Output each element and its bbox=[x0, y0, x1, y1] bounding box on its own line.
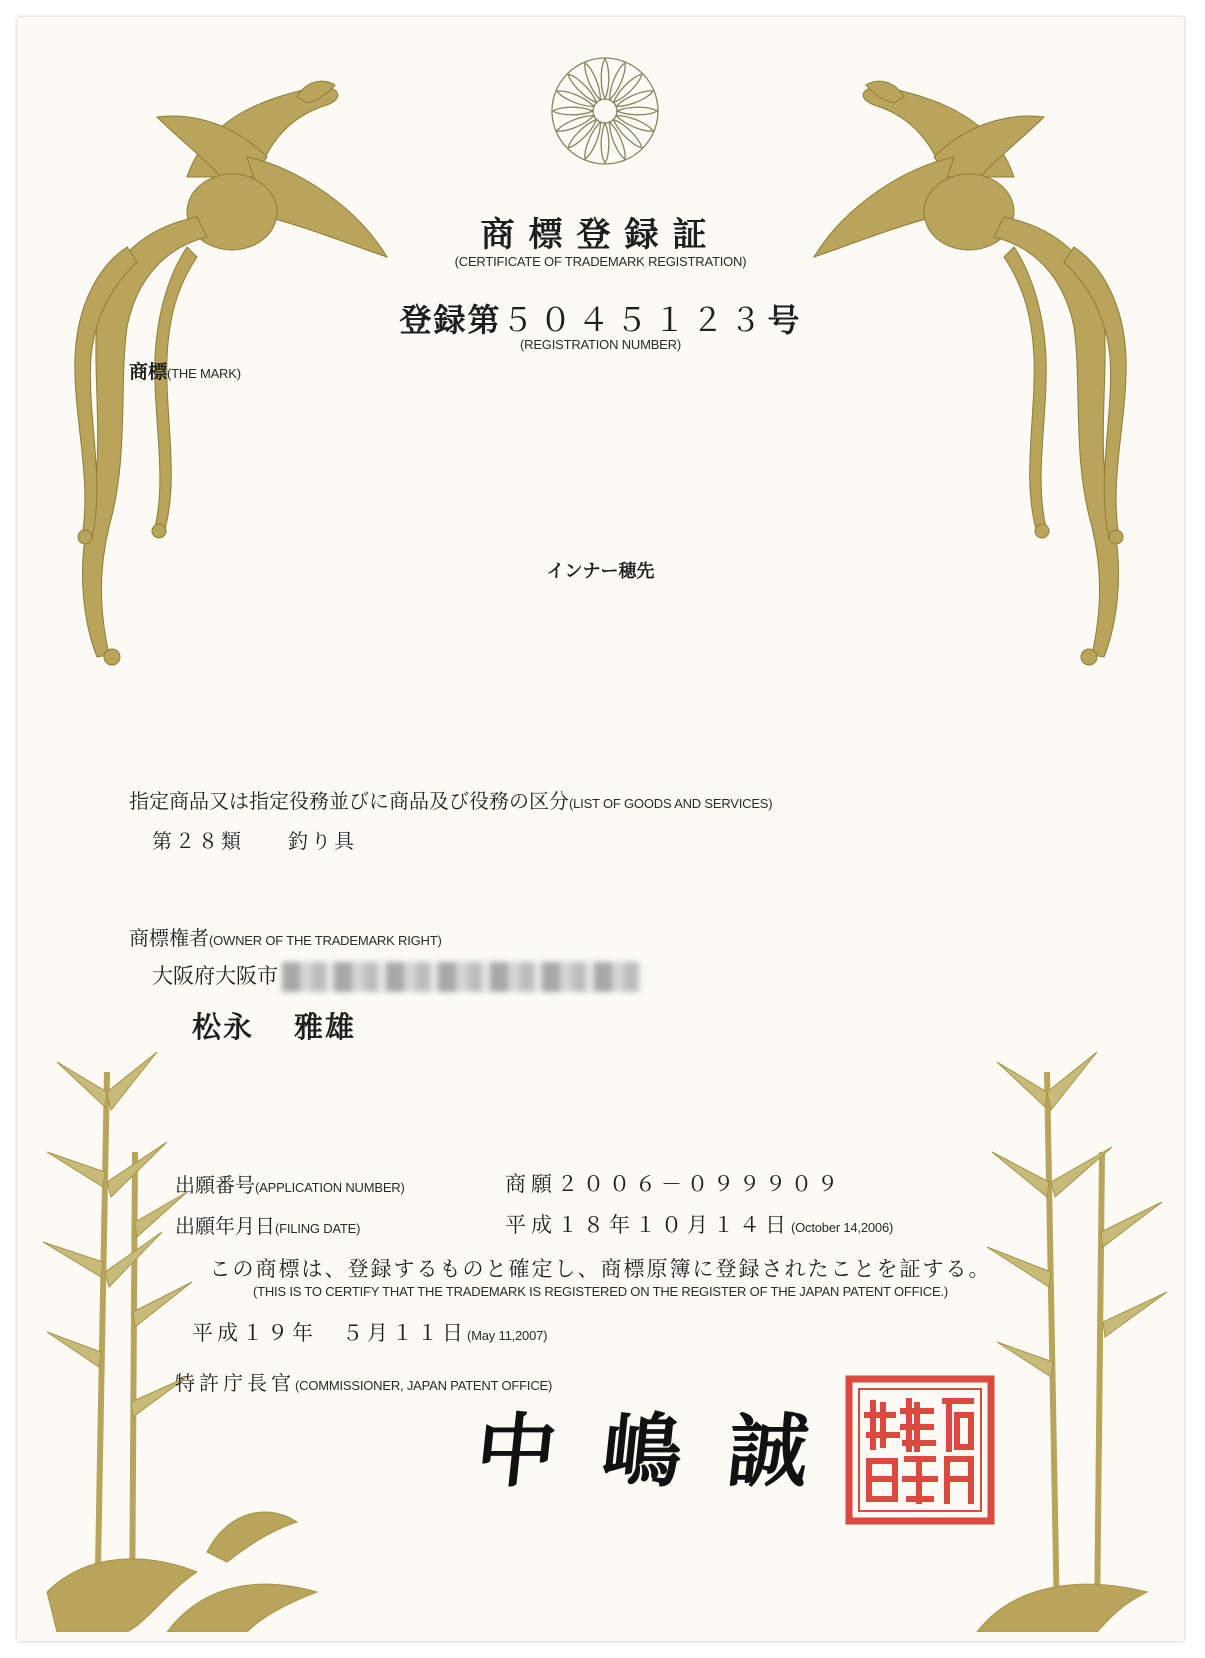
issue-date bbox=[192, 1317, 547, 1347]
application-label bbox=[175, 1169, 405, 1198]
application-label-jp: 出願番号 bbox=[175, 1173, 255, 1197]
commissioner-signature: 中嶋誠 bbox=[471, 1404, 860, 1498]
redacted-address bbox=[282, 962, 642, 992]
owner-address-text: 大阪府大阪市 bbox=[152, 964, 278, 988]
goods-label bbox=[129, 785, 772, 814]
registration-suffix: 号 bbox=[767, 301, 802, 339]
owner-address bbox=[152, 960, 642, 992]
office-label-jp: 特許庁長官 bbox=[175, 1371, 295, 1395]
mark-label-en: (THE MARK) bbox=[167, 366, 241, 381]
registration-number-en: (REGISTRATION NUMBER) bbox=[520, 337, 681, 352]
certify-statement-en: (THIS IS TO CERTIFY THAT THE TRADEMARK IS REGISTERED ON THE REGISTER OF THE JAPAN PATENT OFFICE.) bbox=[253, 1284, 948, 1299]
filing-date-en: (October 14,2006) bbox=[791, 1220, 894, 1235]
filing-date bbox=[505, 1209, 893, 1239]
trademark-text: インナー穂先 bbox=[546, 561, 655, 582]
owner-name bbox=[192, 1005, 396, 1046]
filing-date-jp: 平成１８年１０月１４日 bbox=[505, 1213, 791, 1237]
mark-label bbox=[129, 357, 241, 384]
issue-date-en: (May 11,2007) bbox=[467, 1328, 548, 1343]
office-label-en: (COMMISSIONER, JAPAN PATENT OFFICE) bbox=[295, 1378, 553, 1393]
registration-number-value: ５０４５１２３ bbox=[501, 301, 768, 339]
filing-label bbox=[175, 1210, 360, 1239]
owner-family-name: 松永 bbox=[192, 1010, 255, 1044]
application-number: 商願２００６－０９９９０９ bbox=[505, 1172, 843, 1196]
phoenix-right-icon bbox=[804, 57, 1164, 677]
owner-label bbox=[129, 922, 442, 951]
goods-label-en: (LIST OF GOODS AND SERVICES) bbox=[569, 796, 773, 811]
certificate-title: 商標登録証 bbox=[480, 215, 721, 255]
owner-given-name: 雅雄 bbox=[294, 1010, 357, 1044]
owner-label-en: (OWNER OF THE TRADEMARK RIGHT) bbox=[209, 933, 442, 948]
owner-label-jp: 商標権者 bbox=[129, 926, 209, 950]
filing-label-jp: 出願年月日 bbox=[175, 1214, 275, 1238]
certificate-title-en: (CERTIFICATE OF TRADEMARK REGISTRATION) bbox=[454, 254, 747, 269]
filing-label-en: (FILING DATE) bbox=[275, 1221, 361, 1236]
red-seal-stamp bbox=[845, 1375, 995, 1525]
chrysanthemum-seal-icon bbox=[549, 55, 661, 167]
goods-row bbox=[152, 825, 401, 854]
certify-statement: この商標は、登録するものと確定し、商標原簿に登録されたことを証する。 bbox=[209, 1257, 992, 1281]
mark-label-jp: 商標 bbox=[129, 361, 168, 383]
goods-items: 釣り具 bbox=[288, 829, 357, 853]
registration-label: 登録第 bbox=[399, 301, 502, 339]
certificate-sheet bbox=[17, 17, 1184, 1641]
issue-date-jp: 平成１９年 ５月１１日 bbox=[192, 1321, 467, 1345]
bamboo-right-icon bbox=[947, 1032, 1177, 1632]
registration-number bbox=[17, 295, 1184, 341]
application-label-en: (APPLICATION NUMBER) bbox=[255, 1180, 405, 1195]
goods-label-jp: 指定商品又は指定役務並びに商品及び役務の区分 bbox=[129, 789, 569, 813]
goods-class: 第２８類 bbox=[152, 829, 244, 853]
